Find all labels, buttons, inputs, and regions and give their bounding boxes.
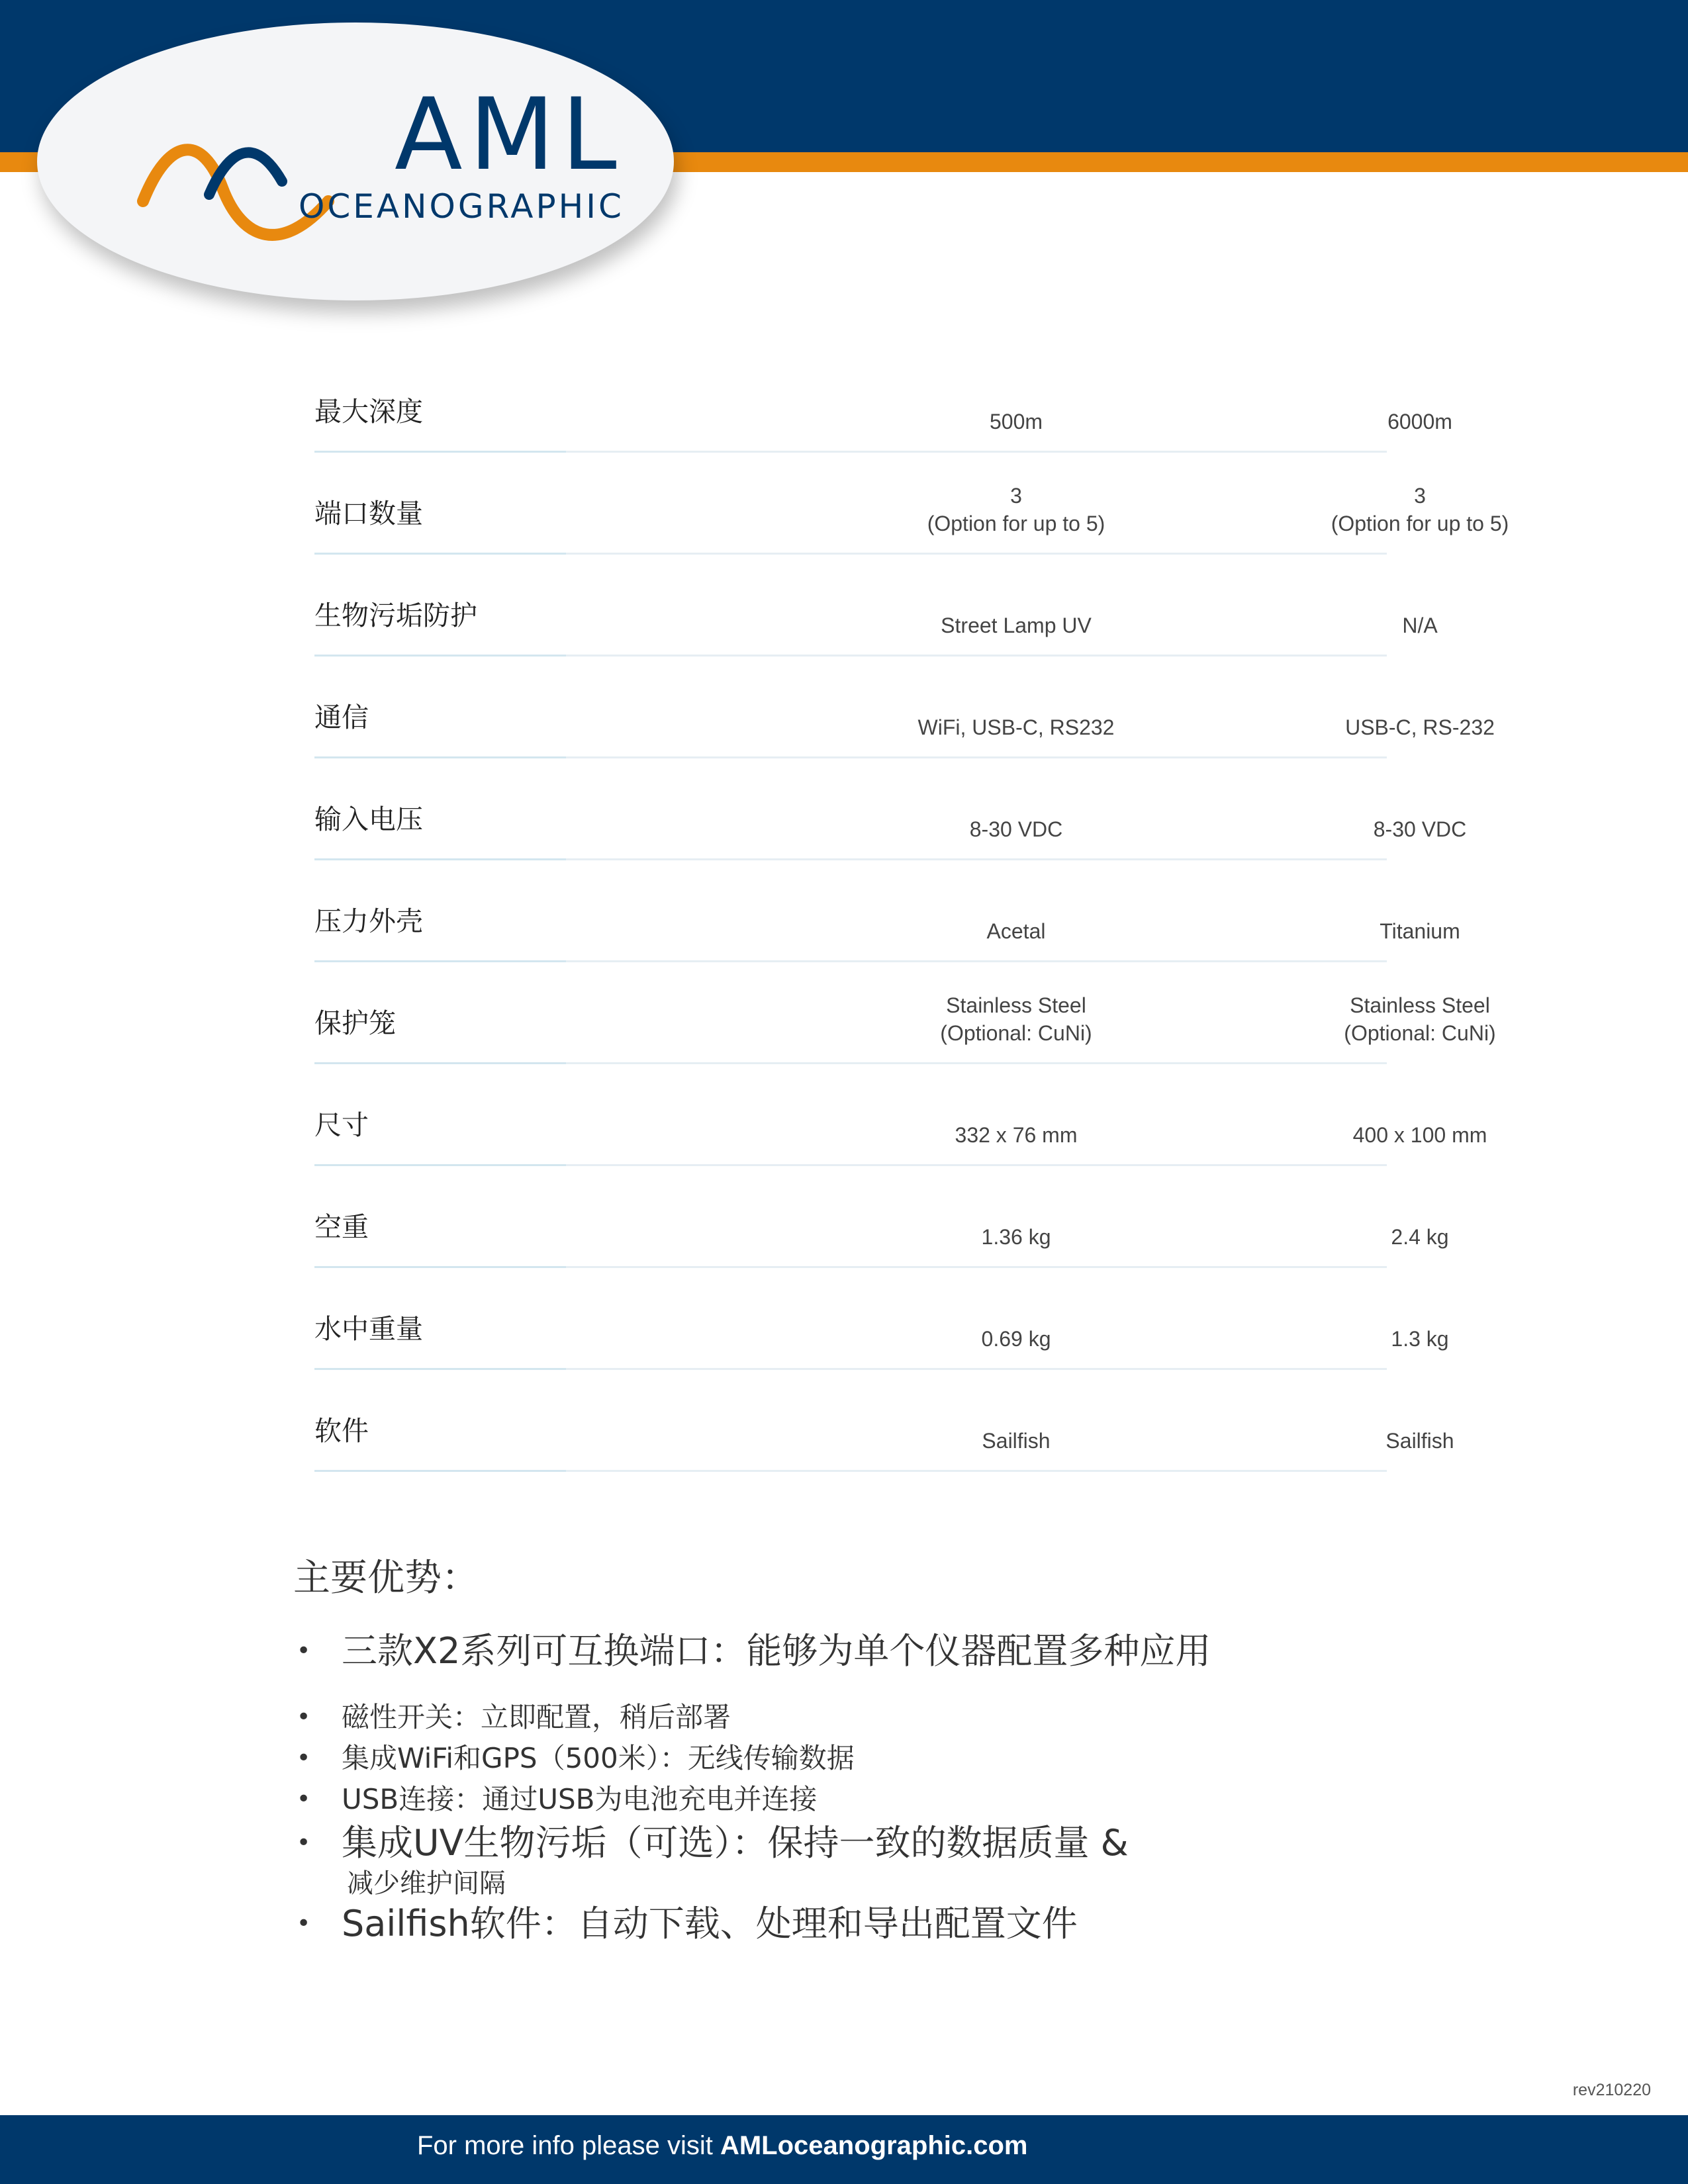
spec-value-6000m-model: 2.4 kg (1391, 1225, 1449, 1249)
spec-value-6000m-model: 8-30 VDC (1373, 817, 1467, 841)
spec-label: 压力外壳 (314, 905, 423, 937)
spec-label: 通信 (314, 702, 369, 733)
spec-label: 空重 (314, 1211, 369, 1243)
spec-row-communication (314, 657, 1495, 758)
logo-oceanographic-text: OCEANOGRAPHIC (299, 187, 624, 226)
bullet-icon: • (297, 1704, 311, 1731)
spec-label: 尺寸 (314, 1109, 369, 1141)
footer-prefix: For more info please visit (417, 2131, 720, 2160)
spec-row-depth (314, 351, 1452, 453)
spec-value-500m-model: Stainless Steel (Optional: CuNi) (940, 993, 1092, 1045)
spec-row-water-weight (314, 1268, 1449, 1370)
website-link[interactable]: AMLoceanographic.com (720, 2131, 1028, 2160)
advantages-title: 主要优势： (293, 1557, 479, 1600)
list-item (297, 1738, 1422, 1779)
spec-label: 软件 (314, 1415, 369, 1447)
advantage-text: 集成WiFi和GPS（500米）：无线传输数据 (342, 1742, 855, 1774)
spec-value-500m-model: 0.69 kg (981, 1327, 1051, 1351)
spec-row-biofouling (314, 555, 1438, 657)
spec-value-500m-model: Street Lamp UV (941, 614, 1092, 637)
spec-label: 端口数量 (314, 498, 423, 529)
spec-row-software (314, 1370, 1454, 1472)
list-item (297, 1901, 1422, 1947)
row-divider (314, 1470, 1387, 1472)
spec-label: 保护笼 (314, 1007, 396, 1039)
spec-row-air-weight (314, 1166, 1449, 1268)
spec-row-cage (314, 962, 1496, 1064)
logo-aml-text: AML (395, 77, 624, 193)
advantage-text-continuation: 减少维护间隔 (347, 1868, 506, 1899)
list-item (297, 1628, 1422, 1674)
spec-row-ports (314, 453, 1509, 555)
revision-code: rev210220 (1572, 2081, 1651, 2099)
spec-value-500m-model: 1.36 kg (981, 1225, 1051, 1249)
spec-value-500m-model: 3 (Option for up to 5) (927, 484, 1105, 535)
spec-value-6000m-model: N/A (1402, 614, 1438, 637)
spec-value-500m-model: 8-30 VDC (969, 817, 1063, 841)
advantages-list (297, 1628, 1422, 1947)
spec-label: 输入电压 (314, 803, 423, 835)
spec-row-dimensions (314, 1064, 1487, 1166)
spec-value-500m-model: Acetal (986, 919, 1046, 943)
logo (37, 23, 674, 300)
spec-label: 最大深度 (314, 396, 423, 428)
spec-value-500m-model: 332 x 76 mm (955, 1123, 1078, 1147)
advantage-text: 三款X2系列可互换端口：能够为单个仪器配置多种应用 (342, 1630, 1211, 1672)
list-item (297, 1779, 1422, 1820)
spec-value-6000m-model: Stainless Steel (Optional: CuNi) (1344, 993, 1496, 1045)
spec-value-6000m-model: Sailfish (1385, 1429, 1454, 1453)
spec-value-6000m-model: 400 x 100 mm (1352, 1123, 1487, 1147)
advantage-text: 集成UV生物污垢（可选）：保持一致的数据质量 & (342, 1822, 1129, 1864)
bullet-icon: • (297, 1786, 311, 1813)
bullet-icon: • (297, 1910, 311, 1937)
spec-table (314, 351, 1509, 1472)
spec-value-6000m-model: 1.3 kg (1391, 1327, 1449, 1351)
spec-row-housing (314, 860, 1460, 962)
spec-label: 生物污垢防护 (314, 600, 477, 631)
spec-value-500m-model: WiFi, USB-C, RS232 (917, 715, 1115, 739)
advantage-text: USB连接：通过USB为电池充电并连接 (342, 1783, 818, 1815)
spec-value-6000m-model: USB-C, RS-232 (1345, 715, 1495, 739)
spec-label: 水中重量 (314, 1313, 423, 1345)
spec-value-500m-model: Sailfish (982, 1429, 1051, 1453)
spec-value-6000m-model: Titanium (1380, 919, 1460, 943)
advantage-text: Sailfish软件：自动下载、处理和导出配置文件 (342, 1903, 1078, 1944)
bullet-icon: • (297, 1637, 311, 1664)
list-item (297, 1820, 1422, 1901)
spec-value-6000m-model: 3 (Option for up to 5) (1331, 484, 1509, 535)
footer-text (417, 2126, 1027, 2165)
bullet-icon: • (297, 1829, 311, 1856)
advantage-text: 磁性开关：立即配置，稍后部署 (342, 1701, 731, 1733)
spec-value-500m-model: 500m (989, 410, 1043, 433)
spec-value-6000m-model: 6000m (1387, 410, 1452, 433)
bullet-icon: • (297, 1745, 311, 1772)
list-item (297, 1697, 1422, 1738)
spec-row-voltage (314, 758, 1467, 860)
